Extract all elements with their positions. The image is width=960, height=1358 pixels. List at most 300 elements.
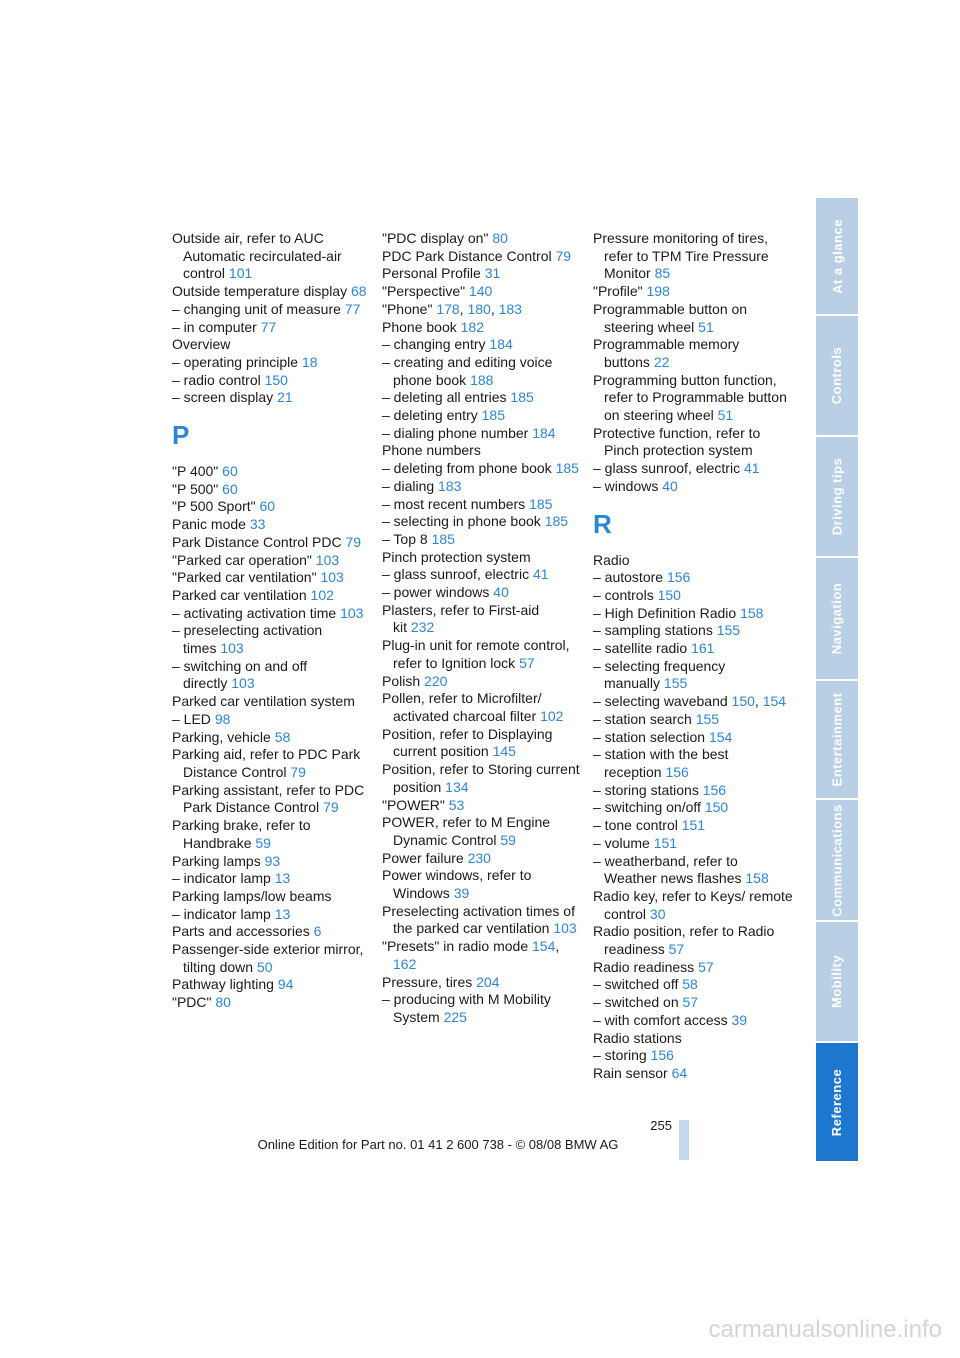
entry-text: Radio stations <box>593 1029 682 1046</box>
entry-text: – power windows <box>382 584 490 601</box>
tab-controls[interactable]: Controls <box>816 316 858 435</box>
index-entry <box>382 354 582 389</box>
index-entry <box>172 230 372 283</box>
entry-text: – dialing <box>382 477 435 494</box>
index-entry <box>382 478 582 496</box>
page-ref-link[interactable]: 103 <box>220 640 244 657</box>
index-entry <box>593 552 793 570</box>
index-entry <box>172 389 372 407</box>
index-entry <box>172 319 372 337</box>
index-column-1 <box>172 230 372 1012</box>
entry-text: – deleting all entries <box>382 389 507 406</box>
index-entry <box>593 230 793 283</box>
page-ref-link[interactable]: 184 <box>489 336 513 353</box>
entry-text: Passenger-side exterior mirror, tilting down <box>172 941 364 975</box>
page-ref-link[interactable]: 60 <box>259 498 276 515</box>
index-entry <box>172 534 372 552</box>
entry-text: Parts and accessories <box>172 923 310 940</box>
index-entry <box>172 853 372 871</box>
index-column-2 <box>382 230 582 1027</box>
page-ref-link[interactable]: 198 <box>646 283 670 300</box>
page-ref-link[interactable]: 182 <box>460 318 484 335</box>
entry-text: – autostore <box>593 569 664 586</box>
page-ref-link[interactable]: 33 <box>249 516 266 533</box>
page-ref-link[interactable]: 51 <box>698 318 714 335</box>
index-entry <box>593 782 793 800</box>
index-entry <box>172 782 372 817</box>
section-letter: R <box>593 508 612 539</box>
entry-text: – sampling stations <box>593 622 713 639</box>
page-ref-link[interactable]: 162 <box>393 955 417 972</box>
index-entry <box>593 994 793 1012</box>
entry-text: – High Definition Radio <box>593 604 737 621</box>
index-entry <box>172 658 372 693</box>
entry-text: "Phone" <box>382 300 433 317</box>
page-ref-link[interactable]: 155 <box>663 675 688 692</box>
index-entry <box>593 425 793 460</box>
footer-text: Online Edition for Part no. 01 41 2 600 738 - © 08/08 BMW AG <box>257 1137 619 1152</box>
index-entry <box>593 729 793 747</box>
entry-text: – windows <box>593 477 659 494</box>
entry-text: POWER, refer to M Engine Dynamic Control <box>382 814 551 848</box>
page-ref-link[interactable]: 31 <box>484 265 501 282</box>
page-ref-link[interactable]: 58 <box>682 976 698 993</box>
index-entry <box>382 248 582 266</box>
index-entry <box>382 531 582 549</box>
index-entry <box>172 622 372 657</box>
entry-text: Parking assistant, refer to PDC Park Distance Control <box>172 781 365 816</box>
index-entry <box>382 549 582 567</box>
entry-text: Pollen, refer to Microfilter/ activated charcoal filter <box>382 690 542 724</box>
page-ref-link[interactable]: 158 <box>740 604 764 621</box>
page-ref-link[interactable]: 22 <box>653 353 670 370</box>
entry-text: – in computer <box>172 318 257 335</box>
entry-text: "Presets" in radio mode <box>382 938 529 955</box>
entry-text: – screen display <box>172 389 274 406</box>
page-ref-link[interactable]: 102 <box>310 586 334 603</box>
page-ref-link[interactable]: 60 <box>222 480 238 497</box>
index-entry <box>593 746 793 781</box>
entry-text: – switched on <box>593 994 679 1011</box>
entry-text: "PDC" <box>172 994 212 1011</box>
page-ref-link[interactable]: 150 <box>731 693 755 710</box>
entry-text: Parking brake, refer to Handbrake <box>172 817 311 851</box>
index-entry <box>172 693 372 711</box>
index-column-3 <box>593 230 793 1083</box>
entry-text: Radio readiness <box>593 958 695 975</box>
index-entry: "Presets" in radio mode 154, 162 <box>382 938 560 972</box>
index-entry <box>172 941 372 976</box>
entry-text: Phone book <box>382 318 457 335</box>
index-entry <box>172 888 372 906</box>
entry-text: Parking lamps <box>172 852 261 869</box>
entry-text: – operating principle <box>172 353 299 370</box>
entry-text: Parking aid, refer to PDC Park Distance Control <box>172 746 361 780</box>
page-ref-link[interactable]: 57 <box>668 941 685 958</box>
page-ref-link[interactable]: 30 <box>649 905 666 922</box>
entry-text: – preselecting activation times <box>172 622 323 657</box>
entry-text: – weatherband, refer to Weather news flashes <box>593 852 742 887</box>
index-entry <box>593 799 793 817</box>
index-entry <box>382 673 582 691</box>
tab-reference[interactable]: Reference <box>816 1043 858 1161</box>
page-ref-link[interactable]: 41 <box>532 566 549 583</box>
index-entry <box>172 372 372 390</box>
entry-text: Radio position, refer to Radio readiness <box>593 923 775 958</box>
entry-text: Outside air, refer to AUC Automatic recirculated-air control <box>172 230 342 282</box>
page-ref-link[interactable]: 57 <box>519 654 535 671</box>
entry-text: – station with the best reception <box>593 746 729 780</box>
index-entry <box>593 1030 793 1048</box>
entry-text: Programmable memory buttons <box>593 336 740 370</box>
entry-text: Parking lamps/low beams <box>172 887 332 904</box>
entry-text: – storing stations <box>593 781 699 798</box>
page-ref-link[interactable]: 185 <box>431 530 455 547</box>
page-ref-link[interactable]: 79 <box>290 763 306 780</box>
index-entry <box>593 605 793 623</box>
page-ref-link[interactable]: 230 <box>467 849 491 866</box>
index-entry <box>593 711 793 729</box>
index-entry: – selecting waveband 150, 154 <box>593 693 787 710</box>
index-entry <box>593 372 793 425</box>
entry-text: – deleting entry <box>382 407 478 424</box>
entry-text: Plasters, refer to First-aid kit <box>382 601 540 636</box>
index-entry <box>172 870 372 888</box>
entry-text: Radio key, refer to Keys/ remote control <box>593 887 793 922</box>
section-tabs <box>816 198 858 1161</box>
page-ref-link[interactable]: 185 <box>529 495 553 512</box>
page-ref-link[interactable]: 150 <box>657 586 681 603</box>
entry-text: Panic mode <box>172 516 246 533</box>
page-ref-link[interactable]: 155 <box>716 622 741 639</box>
entry-text: Programmable button on steering wheel <box>593 300 748 335</box>
page-ref-link[interactable]: 79 <box>323 799 339 816</box>
page-ref-link[interactable]: 39 <box>731 1011 748 1028</box>
index-entry <box>382 389 582 407</box>
index-entry <box>382 442 582 460</box>
entry-text: Polish <box>382 672 421 689</box>
entry-text: "P 500" <box>172 480 219 497</box>
entry-text: Plug-in unit for remote control, refer to Ignition lock <box>382 637 570 671</box>
page-ref-link[interactable]: 51 <box>717 407 734 424</box>
page-ref-link[interactable]: 180 <box>467 300 491 317</box>
footer <box>0 1137 960 1152</box>
page-ref-link[interactable]: 53 <box>448 796 465 813</box>
page-ref-link[interactable]: 85 <box>654 265 671 282</box>
index-entry <box>382 867 582 902</box>
entry-text: – with comfort access <box>593 1011 728 1028</box>
index-entry <box>593 817 793 835</box>
index-entry <box>172 817 372 852</box>
index-entry <box>382 814 582 849</box>
page-ref-link[interactable]: 103 <box>231 675 255 692</box>
entry-text: Overview <box>172 336 231 353</box>
entry-text: Pinch protection system <box>382 548 531 565</box>
entry-text: Programming button function, refer to Programmable button on steering wheel <box>593 371 787 424</box>
page-ref-link[interactable]: 185 <box>481 407 505 424</box>
index-entry <box>172 354 372 372</box>
page-ref-link[interactable]: 155 <box>695 710 720 727</box>
page-ref-link[interactable]: 41 <box>743 460 760 477</box>
index-entry <box>593 301 793 336</box>
tab-communications[interactable]: Communications <box>816 800 858 920</box>
page-ref-link[interactable]: 150 <box>264 371 288 388</box>
index-entry <box>172 498 372 516</box>
index-entry <box>172 283 372 301</box>
entry-text: – station selection <box>593 728 706 745</box>
entry-text: – glass sunroof, electric <box>382 566 530 583</box>
index-entry <box>593 478 793 496</box>
index-entry <box>593 587 793 605</box>
index-entry <box>172 976 372 994</box>
index-entry <box>593 336 793 371</box>
page-ref-link[interactable]: 68 <box>350 283 367 300</box>
page-ref-link[interactable]: 40 <box>493 584 509 601</box>
index-entry <box>382 496 582 514</box>
page-ref-link[interactable]: 183 <box>498 300 522 317</box>
index-entry <box>172 552 372 570</box>
entry-text: "Parked car ventilation" <box>172 569 317 586</box>
entry-text: Rain sensor <box>593 1064 668 1081</box>
page-ref-link[interactable]: 64 <box>671 1064 688 1081</box>
page-ref-link[interactable]: 103 <box>340 604 364 621</box>
index-entry <box>593 460 793 478</box>
index-entry <box>172 301 372 319</box>
page-ref-link[interactable]: 145 <box>492 743 516 760</box>
page-ref-link[interactable]: 40 <box>662 477 678 494</box>
index-entry: "Phone" 178, 180, 183 <box>382 300 522 317</box>
index-entry <box>593 923 793 958</box>
page-ref-link[interactable]: 80 <box>492 230 508 246</box>
entry-text: – Top 8 <box>382 530 428 547</box>
page-ref-link[interactable]: 21 <box>277 389 293 406</box>
index-entry <box>382 336 582 354</box>
index-entry <box>382 761 582 796</box>
page-ref-link[interactable]: 18 <box>301 353 318 370</box>
page-ref-link[interactable]: 13 <box>274 870 291 887</box>
index-entry <box>382 230 582 248</box>
page-ref-link[interactable]: 134 <box>445 778 469 795</box>
entry-text: – volume <box>593 834 650 851</box>
index-entry <box>382 690 582 725</box>
page-ref-link[interactable]: 80 <box>215 994 231 1011</box>
page-ref-link[interactable]: 156 <box>665 763 689 780</box>
page-ref-link[interactable]: 103 <box>315 551 340 568</box>
page-ref-link[interactable]: 151 <box>653 834 678 851</box>
index-entry <box>382 319 582 337</box>
page-ref-link[interactable]: 232 <box>410 619 435 636</box>
index-entry <box>593 959 793 977</box>
entry-text: – selecting in phone book <box>382 513 541 530</box>
entry-text: Park Distance Control PDC <box>172 533 342 550</box>
page-ref-link[interactable]: 185 <box>510 389 534 406</box>
page-ref-link[interactable]: 102 <box>540 707 564 724</box>
page-ref-link[interactable]: 156 <box>650 1047 674 1064</box>
tab-mobility[interactable]: Mobility <box>816 922 858 1041</box>
entry-text: Pathway lighting <box>172 976 274 993</box>
index-entry <box>172 336 372 354</box>
index-entry <box>172 746 372 781</box>
page-ref-link[interactable]: 156 <box>702 781 727 798</box>
index-entry <box>382 903 582 938</box>
entry-text: – selecting frequency manually <box>593 657 726 692</box>
entry-text: "Parked car operation" <box>172 551 312 568</box>
entry-text: – controls <box>593 586 654 603</box>
index-entry <box>593 853 793 888</box>
page-ref-link[interactable]: 57 <box>682 994 699 1011</box>
entry-text: PDC Park Distance Control <box>382 247 552 264</box>
page-ref-link[interactable]: 151 <box>681 817 706 834</box>
entry-text: Parked car ventilation <box>172 586 307 603</box>
index-entry <box>382 584 582 602</box>
index-entry <box>593 622 793 640</box>
entry-text: "Perspective" <box>382 283 466 300</box>
entry-text: – dialing phone number <box>382 424 529 441</box>
page-ref-link[interactable]: 204 <box>476 973 500 990</box>
entry-text: – station search <box>593 710 692 727</box>
index-entry <box>593 658 793 693</box>
index-entry <box>382 974 582 992</box>
index-entry <box>382 513 582 531</box>
page-ref-link[interactable]: 184 <box>532 424 556 441</box>
entry-text: "PDC display on" <box>382 230 489 246</box>
entry-text: Preselecting activation times of the parked car ventilation <box>382 902 575 937</box>
entry-text: "P 400" <box>172 463 219 480</box>
entry-text: – tone control <box>593 817 678 834</box>
entry-text: Position, refer to Storing current position <box>382 761 580 795</box>
page-ref-link[interactable]: 79 <box>555 247 572 264</box>
page-ref-link[interactable]: 103 <box>320 569 344 586</box>
entry-text: Personal Profile <box>382 265 481 282</box>
entry-text: – indicator lamp <box>172 870 271 887</box>
page-ref-link[interactable]: 220 <box>424 672 448 689</box>
page-ref-link[interactable]: 225 <box>443 1008 467 1025</box>
index-entry <box>382 265 582 283</box>
page-ref-link[interactable]: 59 <box>255 834 271 851</box>
index-entry <box>172 711 372 729</box>
index-entry <box>172 481 372 499</box>
tab-at-a-glance[interactable]: At a glance <box>816 198 858 314</box>
page-ref-link[interactable]: 60 <box>222 463 238 480</box>
entry-text: – radio control <box>172 371 261 388</box>
page-ref-link[interactable]: 50 <box>256 958 273 975</box>
entry-text: – switched off <box>593 976 679 993</box>
entry-text: Parked car ventilation system <box>172 693 355 710</box>
page-ref-link[interactable]: 98 <box>214 710 231 727</box>
tab-entertainment[interactable]: Entertainment <box>816 681 858 798</box>
entry-text: – deleting from phone book <box>382 460 552 477</box>
entry-text: – switching on and off directly <box>172 657 308 692</box>
page-ref-link[interactable]: 93 <box>264 852 281 869</box>
index-entry <box>593 835 793 853</box>
entry-text: – LED <box>172 710 211 727</box>
page-ref-link[interactable]: 94 <box>277 976 294 993</box>
index-entry <box>382 425 582 443</box>
entry-text: Phone numbers <box>382 442 481 459</box>
tab-driving-tips[interactable]: Driving tips <box>816 437 858 556</box>
watermark: carmanualsonline.info <box>708 1316 942 1343</box>
page-number: 255 <box>650 1118 672 1133</box>
entry-text: "Profile" <box>593 283 643 300</box>
page-ref-link[interactable]: 6 <box>313 923 322 940</box>
index-entry <box>382 407 582 425</box>
index-entry <box>593 1047 793 1065</box>
index-entry <box>382 797 582 815</box>
page-ref-link[interactable]: 188 <box>470 371 494 388</box>
page-ref-link[interactable]: 150 <box>704 799 729 816</box>
page-ref-link[interactable]: 103 <box>553 920 577 937</box>
page-ref-link[interactable]: 79 <box>345 533 362 550</box>
entry-text: "P 500 Sport" <box>172 498 256 515</box>
page-ref-link[interactable]: 158 <box>745 870 769 887</box>
entry-text: Protective function, refer to Pinch protection system <box>593 424 761 459</box>
page-ref-link[interactable]: 154 <box>708 728 733 745</box>
index-entry <box>382 637 582 672</box>
entry-text: – glass sunroof, electric <box>593 460 741 477</box>
page-ref-link[interactable]: 140 <box>468 283 493 300</box>
page-ref-link[interactable]: 154 <box>762 693 787 710</box>
entry-text: Parking, vehicle <box>172 728 271 745</box>
entry-text: Pressure, tires <box>382 973 473 990</box>
entry-text: – producing with M Mobility System <box>382 991 551 1025</box>
page-ref-link[interactable]: 101 <box>228 265 253 282</box>
entry-text: – creating and editing voice phone book <box>382 353 553 388</box>
index-entry <box>382 602 582 637</box>
index-entry <box>382 283 582 301</box>
page-ref-link[interactable]: 154 <box>532 938 556 955</box>
page-ref-link[interactable]: 58 <box>274 728 291 745</box>
index-entry <box>172 994 372 1012</box>
index-entry <box>172 605 372 623</box>
page-ref-link[interactable]: 77 <box>260 318 277 335</box>
index-entry <box>593 640 793 658</box>
page-ref-link[interactable]: 185 <box>555 460 579 477</box>
page-ref-link[interactable]: 178 <box>436 300 460 317</box>
index-entry <box>172 516 372 534</box>
index-entry <box>593 888 793 923</box>
index-entry <box>382 566 582 584</box>
entry-text: – selecting waveband <box>593 693 728 710</box>
entry-text: Outside temperature display <box>172 283 348 300</box>
section-letter: P <box>172 420 190 451</box>
page-ref-link[interactable]: 185 <box>544 513 569 530</box>
entry-text: "POWER" <box>382 796 445 813</box>
page-ref-link[interactable]: 39 <box>453 885 470 902</box>
entry-text: Radio <box>593 551 630 568</box>
page-ref-link[interactable]: 183 <box>438 477 462 494</box>
index-entry <box>593 976 793 994</box>
entry-text: – activating activation time <box>172 604 337 621</box>
page-ref-link[interactable]: 13 <box>274 905 291 922</box>
index-entry <box>382 991 582 1026</box>
page-ref-link[interactable]: 57 <box>698 958 714 975</box>
index-entry <box>382 726 582 761</box>
page-ref-link[interactable]: 77 <box>344 300 361 317</box>
index-entry <box>593 283 793 301</box>
index-entry <box>593 1012 793 1030</box>
page-ref-link[interactable]: 161 <box>691 640 715 657</box>
index-entry <box>172 906 372 924</box>
index-entry <box>172 569 372 587</box>
entry-text: – satellite radio <box>593 640 688 657</box>
index-entry <box>172 463 372 481</box>
page-ref-link[interactable]: 59 <box>500 831 516 848</box>
index-entry <box>172 587 372 605</box>
index-entry <box>382 850 582 868</box>
entry-text: – most recent numbers <box>382 495 526 512</box>
page-ref-link[interactable]: 156 <box>666 569 691 586</box>
tab-navigation[interactable]: Navigation <box>816 558 858 679</box>
